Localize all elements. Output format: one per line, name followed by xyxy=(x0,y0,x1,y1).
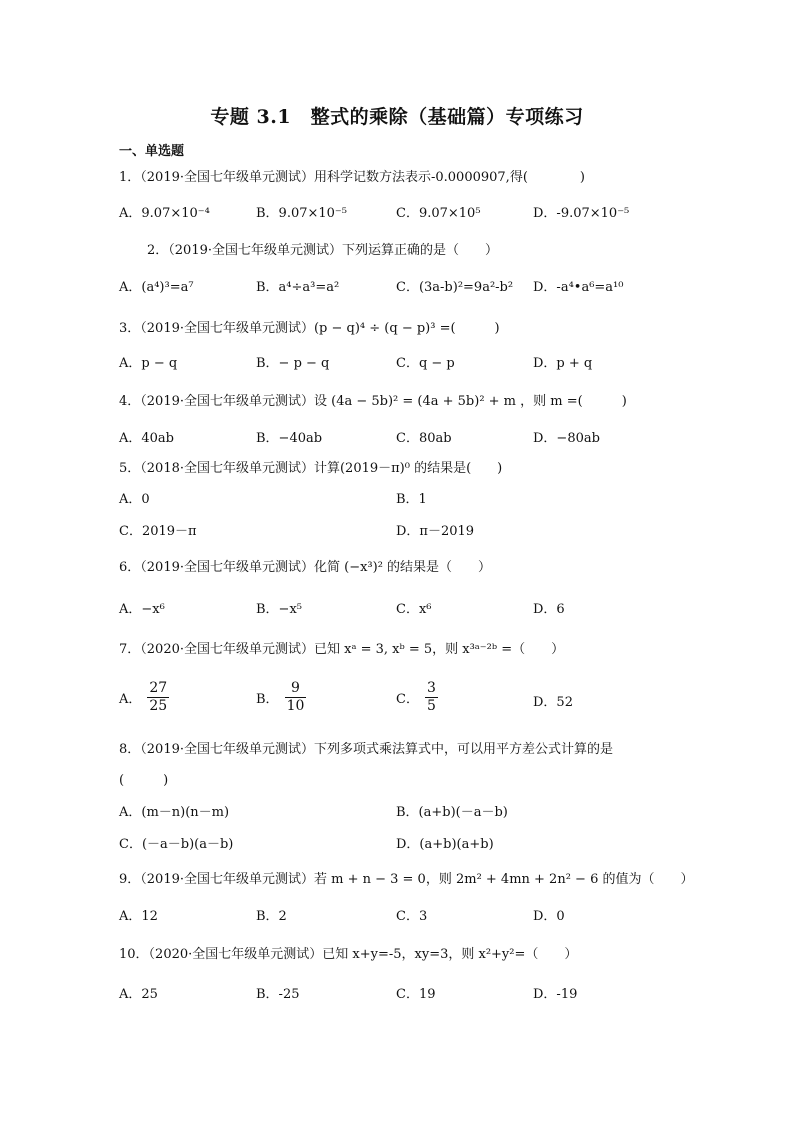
question-10-stem: 10．（2020·全国七年级单元测试）已知 x+y=-5，xy=3，则 x²+y²=（ ） xyxy=(119,947,578,962)
question-9-stem: 9．（2019·全国七年级单元测试）若 m + n − 3 = 0，则 2m² + 4mn + 2n² − 6 的值为（ ） xyxy=(119,872,694,887)
question-6-option-b: B．−x⁵ xyxy=(256,602,302,617)
option-label: B． xyxy=(256,692,279,707)
question-10-option-a: A．25 xyxy=(119,987,158,1002)
question-9-option-d: D．0 xyxy=(533,909,565,924)
question-8-option-b: B．(a+b)(－a－b) xyxy=(396,805,508,820)
question-3-option-d: D．p + q xyxy=(533,356,593,371)
section-heading: 一、单选题 xyxy=(119,144,185,159)
question-4-option-c: C．80ab xyxy=(396,431,452,446)
question-2-option-d: D．-a⁴•a⁶=a¹⁰ xyxy=(533,280,624,295)
question-10-option-c: C．19 xyxy=(396,987,436,1002)
fraction xyxy=(147,680,169,715)
fraction xyxy=(285,680,307,715)
question-5-stem: 5．（2018·全国七年级单元测试）计算(2019－π)⁰ 的结果是( ) xyxy=(119,461,503,476)
question-6-option-a: A．−x⁶ xyxy=(119,602,165,617)
question-8-stem: 8．（2019·全国七年级单元测试）下列多项式乘法算式中，可以用平方差公式计算的是 xyxy=(119,742,613,757)
option-label: C． xyxy=(396,692,419,707)
question-8-option-a: A．(m－n)(n－m) xyxy=(119,805,230,820)
question-10-option-d: D．-19 xyxy=(533,987,578,1002)
question-8-stem-continued: ( ) xyxy=(119,773,169,788)
question-1-option-a: A．9.07×10⁻⁴ xyxy=(119,206,210,221)
fraction-denominator: 10 xyxy=(286,698,305,714)
page-title: 专题 3.1 整式的乘除（基础篇）专项练习 xyxy=(210,106,584,128)
question-7-option-d: D．52 xyxy=(533,695,573,710)
question-7-stem: 7．（2020·全国七年级单元测试）已知 xᵃ = 3, xᵇ = 5，则 x³ᵃ⁻²ᵇ =（ ） xyxy=(119,642,565,657)
question-5-option-b: B．1 xyxy=(396,492,427,507)
question-5-option-d: D．π－2019 xyxy=(396,524,475,539)
fraction-numerator: 27 xyxy=(149,680,168,696)
question-1-stem: 1．（2019·全国七年级单元测试）用科学记数方法表示-0.0000907,得( ) xyxy=(119,170,585,185)
question-3-option-b: B．− p − q xyxy=(256,356,330,371)
fraction xyxy=(425,680,438,715)
question-1-option-c: C．9.07×10⁵ xyxy=(396,206,481,221)
question-4-option-d: D．−80ab xyxy=(533,431,600,446)
question-4-option-b: B．−40ab xyxy=(256,431,323,446)
question-9-option-a: A．12 xyxy=(119,909,158,924)
fraction-numerator: 3 xyxy=(426,680,436,696)
fraction-denominator: 5 xyxy=(426,698,436,714)
question-2-option-a: A．(a⁴)³=a⁷ xyxy=(119,280,194,295)
question-4-option-a: A．40ab xyxy=(119,431,175,446)
question-6-option-d: D．6 xyxy=(533,602,565,617)
question-2-stem: 2．（2019·全国七年级单元测试）下列运算正确的是（ ） xyxy=(147,243,498,258)
question-3-option-c: C．q − p xyxy=(396,356,455,371)
question-7-option-a xyxy=(119,680,169,715)
option-label: A． xyxy=(119,692,142,707)
question-1-option-b: B．9.07×10⁻⁵ xyxy=(256,206,348,221)
fraction-numerator: 9 xyxy=(285,680,307,698)
question-5-option-a: A．0 xyxy=(119,492,150,507)
question-3-stem: 3．（2019·全国七年级单元测试）(p − q)⁴ ÷ (q − p)³ =( ) xyxy=(119,321,500,336)
question-4-stem: 4．（2019·全国七年级单元测试）设 (4a − 5b)² = (4a + 5b)² + m ，则 m =( ) xyxy=(119,394,627,409)
question-9-option-c: C．3 xyxy=(396,909,428,924)
fraction-denominator: 25 xyxy=(149,698,168,714)
question-8-option-d: D．(a+b)(a+b) xyxy=(396,837,494,852)
question-7-option-b xyxy=(256,680,306,715)
question-1-option-d: D．-9.07×10⁻⁵ xyxy=(533,206,630,221)
question-6-stem: 6．（2019·全国七年级单元测试）化简 (−x³)² 的结果是（ ） xyxy=(119,560,492,575)
question-2-option-c: C．(3a-b)²=9a²-b² xyxy=(396,280,514,295)
question-3-option-a: A．p − q xyxy=(119,356,178,371)
question-2-option-b: B．a⁴÷a³=a² xyxy=(256,280,340,295)
question-9-option-b: B．2 xyxy=(256,909,287,924)
question-5-option-c: C．2019－π xyxy=(119,524,197,539)
question-10-option-b: B．-25 xyxy=(256,987,300,1002)
question-6-option-c: C．x⁶ xyxy=(396,602,432,617)
question-7-option-c xyxy=(396,680,438,715)
question-8-option-c: C．(－a－b)(a－b) xyxy=(119,837,234,852)
